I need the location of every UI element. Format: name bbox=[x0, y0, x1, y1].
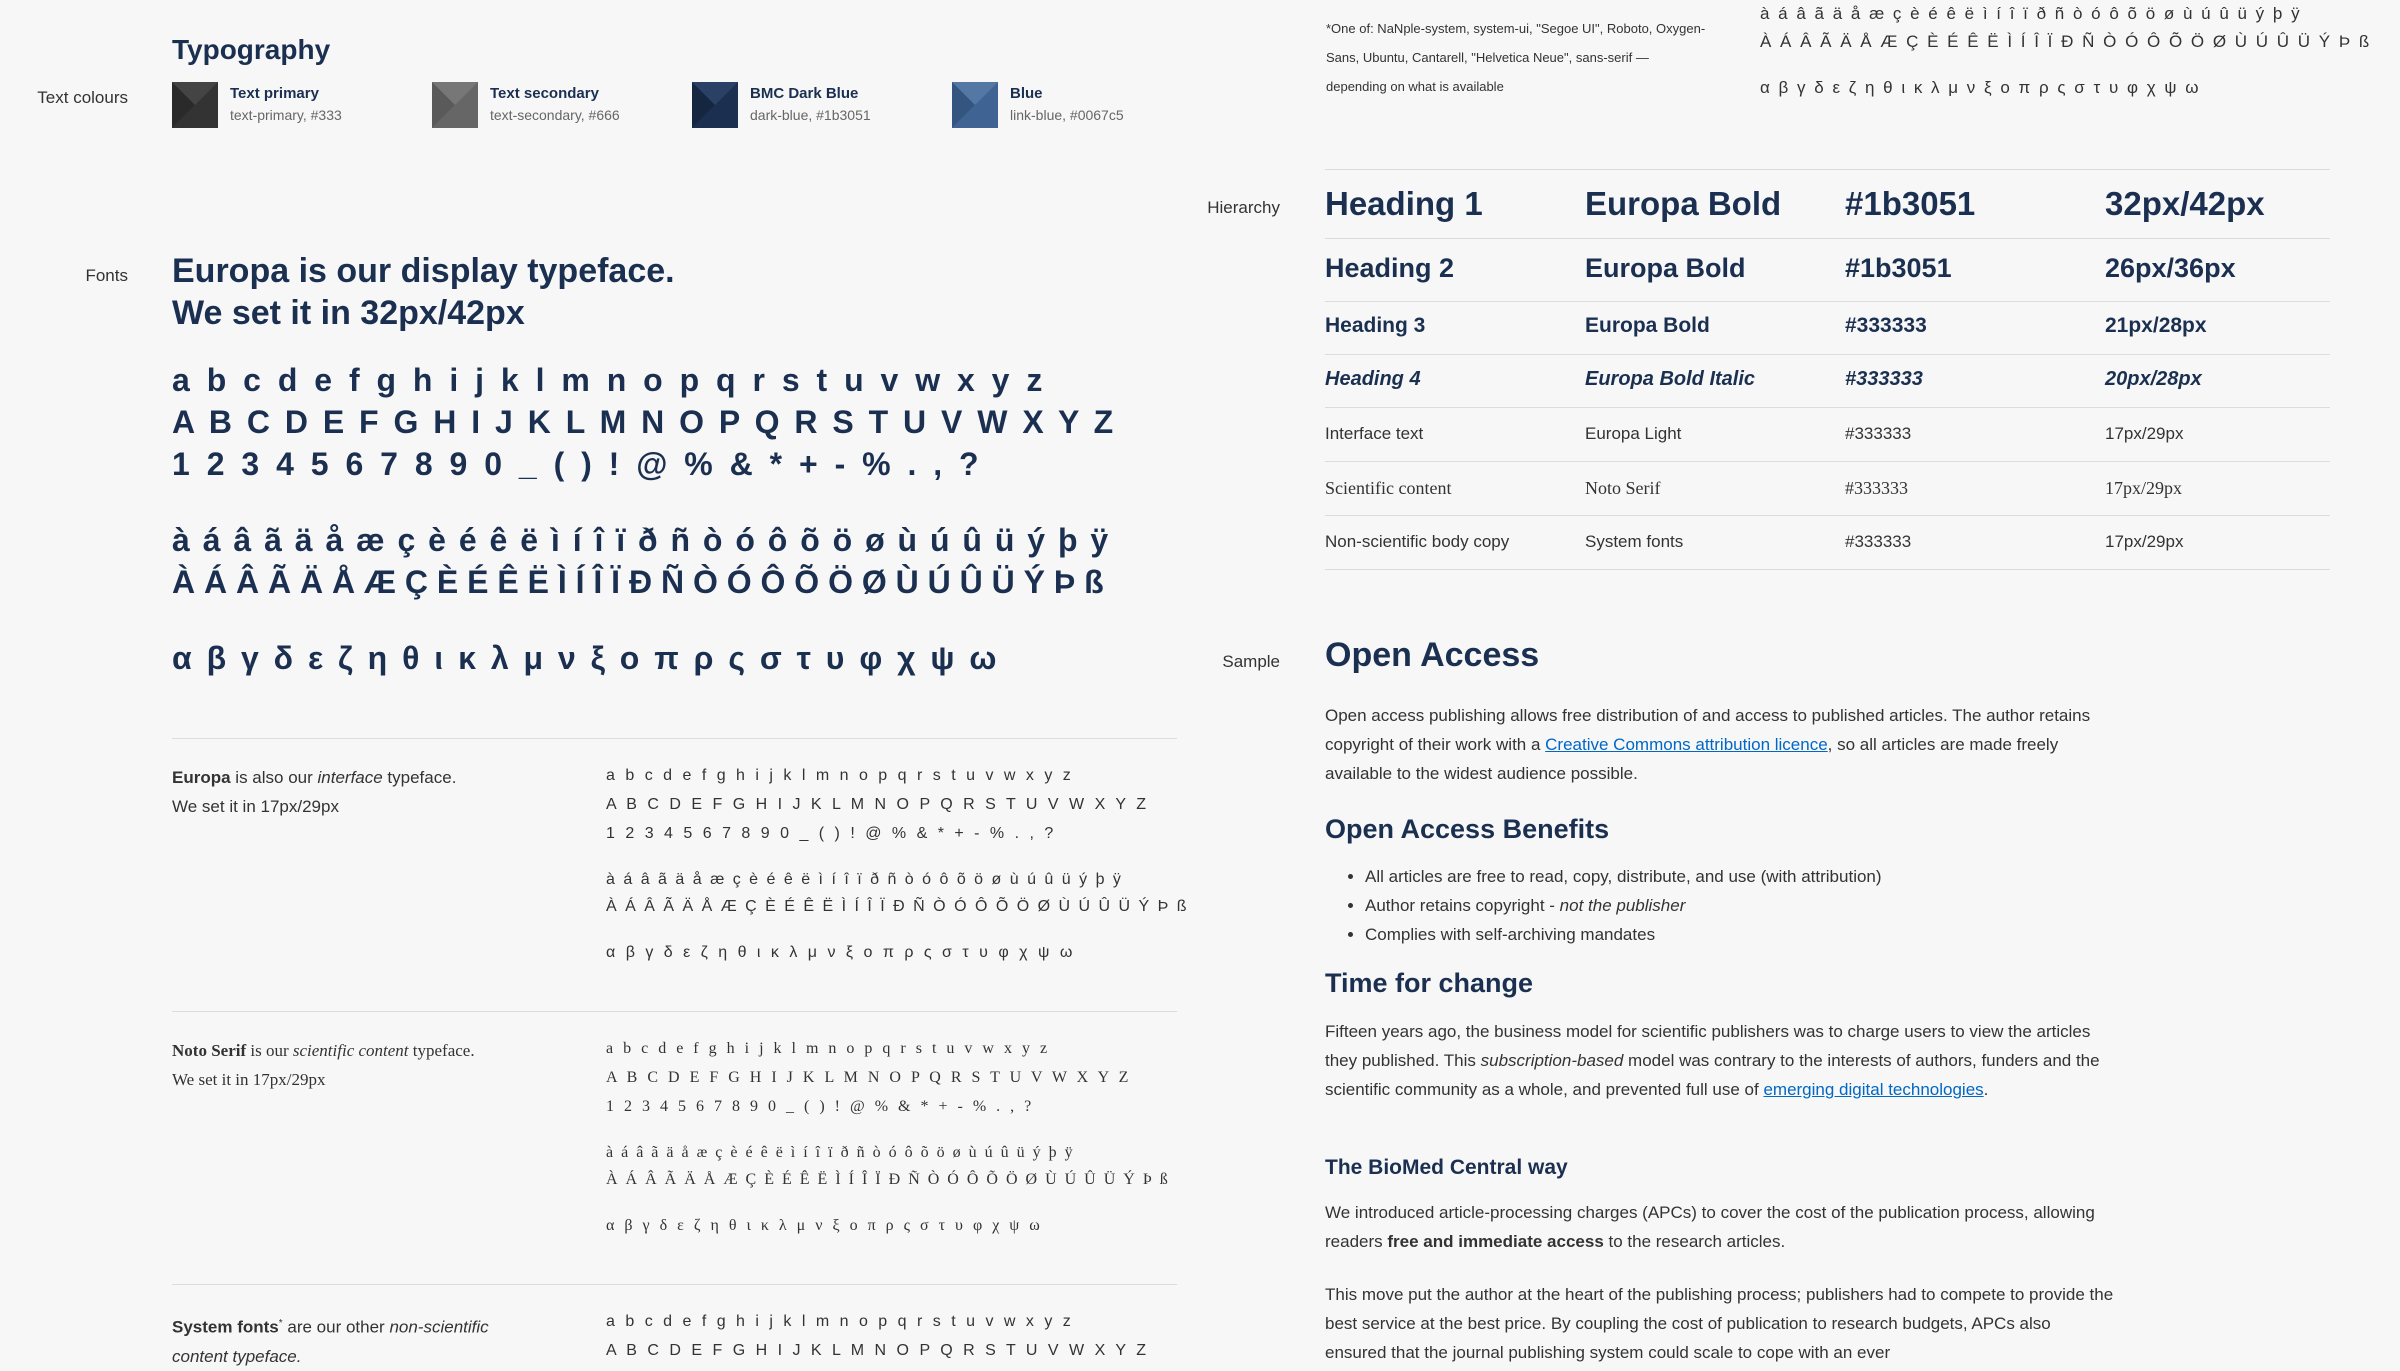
hier-size: 20px/28px bbox=[2105, 368, 2202, 390]
swatch-code: dark-blue, #1b3051 bbox=[750, 107, 871, 123]
hierarchy-row-interface bbox=[1325, 408, 2330, 462]
glyphs-greek: α β γ δ ε ζ η θ ι κ λ μ ν ξ ο π ρ ς σ τ υ φ χ ψ ω bbox=[172, 640, 1000, 676]
hierarchy-label: Hierarchy bbox=[1207, 198, 1280, 217]
hierarchy-row-h4 bbox=[1325, 355, 2330, 408]
hier-name: Non-scientific body copy bbox=[1325, 532, 1510, 551]
scientific-glyphs-digits: 1 2 3 4 5 6 7 8 9 0 _ ( ) ! @ % & * + - % . , ? bbox=[606, 1098, 1035, 1115]
list-item: • Complies with self-archiving mandates bbox=[1365, 920, 1882, 949]
interface-glyphs-greek: α β γ δ ε ζ η θ ι κ λ μ ν ξ ο π ρ ς σ τ υ φ χ ψ ω bbox=[606, 944, 1076, 961]
desc-emphasis: non-scientific bbox=[389, 1317, 489, 1337]
fonts-label: Fonts bbox=[85, 266, 128, 285]
swatch-chip bbox=[952, 82, 998, 128]
system-glyphs-upper: A B C D E F G H I J K L M N O P Q R S T U V W X Y Z bbox=[606, 1342, 1150, 1359]
interface-typeface-name: Europa bbox=[172, 768, 231, 787]
text-colours-label: Text colours bbox=[37, 88, 128, 107]
hier-font: Europa Bold Italic bbox=[1585, 368, 1756, 390]
para-text: . bbox=[1983, 1080, 1989, 1099]
hier-size: 32px/42px bbox=[2105, 185, 2265, 222]
system-fonts-footnote: *One of: NaNple-system, system-ui, "Segoe UI", Roboto, Oxygen-Sans, Ubuntu, Cantarell, "Helvetica Neue", sans-serif — depending on what is available bbox=[1326, 21, 1706, 94]
hier-name: Heading 1 bbox=[1325, 185, 1483, 222]
hier-color: #1b3051 bbox=[1845, 253, 1952, 283]
swatch-chip bbox=[692, 82, 738, 128]
display-heading-line1: Europa is our display typeface. bbox=[172, 252, 675, 290]
para-text: We introduced article-processing charges (APCs) to cover the cost of the publication process, allowing readers bbox=[1325, 1203, 2095, 1251]
desc-emphasis: interface bbox=[317, 768, 383, 787]
scientific-glyphs-lower: a b c d e f g h i j k l m n o p q r s t u v w x y z bbox=[606, 1040, 1051, 1057]
sample-paragraph-1 bbox=[1325, 701, 2115, 788]
hier-color: #333333 bbox=[1845, 478, 1908, 498]
interface-glyphs-upper: A B C D E F G H I J K L M N O P Q R S T U V W X Y Z bbox=[606, 796, 1150, 813]
desc-text: content typeface. bbox=[172, 1346, 302, 1366]
scientific-typeface-desc bbox=[172, 1036, 572, 1094]
sample-paragraph-2 bbox=[1325, 1017, 2115, 1104]
sample-heading-time-for-change: Time for change bbox=[1325, 968, 1534, 998]
list-item-text: Author retains copyright - bbox=[1365, 896, 1560, 915]
scientific-glyphs-accent-lower: à á â ã ä å æ ç è é ê ë ì í î ï ð ñ ò ó ô õ ö ø ù ú û ü ý þ ÿ bbox=[606, 1144, 1075, 1161]
hier-name: Heading 4 bbox=[1325, 368, 1421, 390]
system-glyphs-lower: a b c d e f g h i j k l m n o p q r s t u v w x y z bbox=[606, 1313, 1074, 1330]
sample-label: Sample bbox=[1222, 652, 1280, 671]
scientific-typeface-name: Noto Serif bbox=[172, 1041, 247, 1060]
interface-typeface-desc bbox=[172, 763, 572, 821]
sample-title: Open Access bbox=[1325, 636, 1540, 674]
hierarchy-row-body bbox=[1325, 516, 2330, 570]
system-typeface-desc bbox=[172, 1309, 592, 1371]
scientific-glyphs-upper: A B C D E F G H I J K L M N O P Q R S T U V W X Y Z bbox=[606, 1069, 1132, 1086]
hier-size: 17px/29px bbox=[2105, 424, 2184, 443]
glyphs-accented-upper: À Á Â Ã Ä Å Æ Ç È É Ê Ë Ì Í Î Ï Ð Ñ Ò Ó Ô Õ Ö Ø Ù Ú Û Ü Ý Þ ß bbox=[172, 564, 1104, 600]
para-text: Fifteen years ago, the business model for scientific publishers was to charge users to view the articles they published. This bbox=[1325, 1022, 2091, 1070]
glyphs-uppercase: A B C D E F G H I J K L M N O P Q R S T U V W X Y Z bbox=[172, 404, 1117, 440]
desc-text: typeface. bbox=[382, 768, 457, 787]
desc-size: We set it in 17px/29px bbox=[172, 797, 339, 816]
swatch-chip bbox=[432, 82, 478, 128]
hierarchy-row-h2 bbox=[1325, 239, 2330, 302]
desc-text: is also our bbox=[230, 768, 318, 787]
hierarchy-row-h1 bbox=[1325, 169, 2330, 239]
hier-size: 17px/29px bbox=[2105, 532, 2184, 551]
note-glyphs-accent-lower: à á â ã ä å æ ç è é ê ë ì í î ï ð ñ ò ó ô õ ö ø ù ú û ü ý þ ÿ bbox=[1760, 4, 2302, 23]
swatch-name: Text secondary bbox=[490, 85, 599, 102]
hier-size: 17px/29px bbox=[2105, 478, 2183, 498]
hier-color: #333333 bbox=[1845, 424, 1912, 443]
hier-size: 26px/36px bbox=[2105, 253, 2236, 283]
scientific-glyphs-greek: α β γ δ ε ζ η θ ι κ λ μ ν ξ ο π ρ ς σ τ υ φ χ ψ ω bbox=[606, 1217, 1043, 1234]
hier-color: #333333 bbox=[1845, 368, 1923, 390]
hier-name: Heading 3 bbox=[1325, 314, 1426, 337]
interface-glyphs-accent-upper: À Á Â Ã Ä Å Æ Ç È É Ê Ë Ì Í Î Ï Ð Ñ Ò Ó Ô Õ Ö Ø Ù Ú Û Ü Ý Þ ß bbox=[606, 898, 1189, 915]
swatch-name: Text primary bbox=[230, 85, 319, 102]
swatch-code: text-secondary, #666 bbox=[490, 107, 620, 123]
divider bbox=[172, 1011, 1177, 1012]
hier-font: Europa Bold bbox=[1585, 185, 1782, 222]
typography-title: Typography bbox=[172, 34, 331, 65]
sample-heading-biomed-way: The BioMed Central way bbox=[1325, 1156, 1568, 1179]
desc-size: We set it in 17px/29px bbox=[172, 1070, 326, 1089]
hier-name: Scientific content bbox=[1325, 478, 1452, 498]
glyphs-accented-lower: à á â ã ä å æ ç è é ê ë ì í î ï ð ñ ò ó ô õ ö ø ù ú û ü ý þ ÿ bbox=[172, 522, 1111, 558]
hier-font: System fonts bbox=[1585, 532, 1684, 551]
hier-color: #333333 bbox=[1845, 314, 1927, 337]
para-strong: free and immediate access bbox=[1387, 1232, 1604, 1251]
system-typeface-name: System fonts bbox=[172, 1317, 279, 1337]
swatch-code: text-primary, #333 bbox=[230, 107, 342, 123]
footnote-marker: * bbox=[278, 1318, 283, 1329]
desc-text: is our bbox=[246, 1041, 293, 1060]
hier-font: Noto Serif bbox=[1585, 478, 1661, 498]
desc-text: are our other bbox=[282, 1317, 390, 1337]
para-text: to the research articles. bbox=[1603, 1232, 1786, 1251]
divider bbox=[172, 1284, 1177, 1285]
interface-glyphs-digits: 1 2 3 4 5 6 7 8 9 0 _ ( ) ! @ % & * + - % . , ? bbox=[606, 825, 1057, 842]
para-text: , so all articles are made freely available to the widest audience possible. bbox=[1325, 735, 2059, 783]
interface-glyphs-accent-lower: à á â ã ä å æ ç è é ê ë ì í î ï ð ñ ò ó ô õ ö ø ù ú û ü ý þ ÿ bbox=[606, 871, 1123, 888]
display-heading-line2: We set it in 32px/42px bbox=[172, 294, 525, 332]
swatch-name: BMC Dark Blue bbox=[750, 85, 859, 102]
para-emphasis: subscription-based bbox=[1480, 1051, 1624, 1070]
hierarchy-row-h3 bbox=[1325, 302, 2330, 355]
sample-paragraph-4: This move put the author at the heart of the publishing process; publishers had to compete to provide the best service at the best price. By coupling the cost of publication to research budgets, APCs also ensured that the journal publishing system could scale to cope with an ever bbox=[1325, 1285, 2114, 1362]
divider bbox=[172, 738, 1177, 739]
list-item-emphasis: not the publisher bbox=[1559, 896, 1686, 915]
hier-font: Europa Light bbox=[1585, 424, 1682, 443]
swatch-chip bbox=[172, 82, 218, 128]
cc-licence-link[interactable]: Creative Commons attribution licence bbox=[1545, 735, 1828, 754]
benefits-list bbox=[1345, 862, 1882, 949]
note-glyphs-greek: α β γ δ ε ζ η θ ι κ λ μ ν ξ ο π ρ ς σ τ υ φ χ ψ ω bbox=[1760, 78, 2201, 97]
hierarchy-row-scientific bbox=[1325, 462, 2330, 516]
scientific-glyphs-accent-upper: À Á Â Ã Ä Å Æ Ç È É Ê Ë Ì Í Î Ï Ð Ñ Ò Ó Ô Õ Ö Ø Ù Ú Û Ü Ý Þ ß bbox=[606, 1171, 1170, 1188]
hier-name: Interface text bbox=[1325, 424, 1424, 443]
desc-text: typeface. bbox=[408, 1041, 475, 1060]
sample-paragraph-3 bbox=[1325, 1198, 2115, 1256]
swatch-name: Blue bbox=[1010, 85, 1043, 102]
para-text: Open access publishing allows free distribution of and access to published articles. The author retains copyright of their work with a bbox=[1325, 706, 2091, 754]
list-item: • All articles are free to read, copy, distribute, and use (with attribution) bbox=[1365, 862, 1882, 891]
para-text: model was contrary to the interests of authors, funders and the scientific community as a whole, and prevented full use of bbox=[1325, 1051, 2100, 1099]
sample-heading-benefits: Open Access Benefits bbox=[1325, 814, 1610, 844]
interface-glyphs-lower: a b c d e f g h i j k l m n o p q r s t u v w x y z bbox=[606, 767, 1074, 784]
hier-size: 21px/28px bbox=[2105, 314, 2207, 337]
swatch-code: link-blue, #0067c5 bbox=[1010, 107, 1124, 123]
glyphs-digits: 1 2 3 4 5 6 7 8 9 0 _ ( ) ! @ % & * + - % . , ? bbox=[172, 446, 983, 482]
note-glyphs-accent-upper: À Á Â Ã Ä Å Æ Ç È É Ê Ë Ì Í Î Ï Ð Ñ Ò Ó Ô Õ Ö Ø Ù Ú Û Ü Ý Þ ß bbox=[1760, 32, 2372, 51]
list-item bbox=[1365, 891, 1882, 920]
hier-font: Europa Bold bbox=[1585, 314, 1710, 337]
desc-emphasis: scientific content bbox=[292, 1041, 409, 1060]
hier-name: Heading 2 bbox=[1325, 253, 1455, 283]
emerging-tech-link[interactable]: emerging digital technologies bbox=[1763, 1080, 1984, 1099]
hier-font: Europa Bold bbox=[1585, 253, 1746, 283]
hier-color: #1b3051 bbox=[1845, 185, 1976, 222]
glyphs-lowercase: a b c d e f g h i j k l m n o p q r s t u v w x y z bbox=[172, 362, 1047, 398]
hier-color: #333333 bbox=[1845, 532, 1912, 551]
